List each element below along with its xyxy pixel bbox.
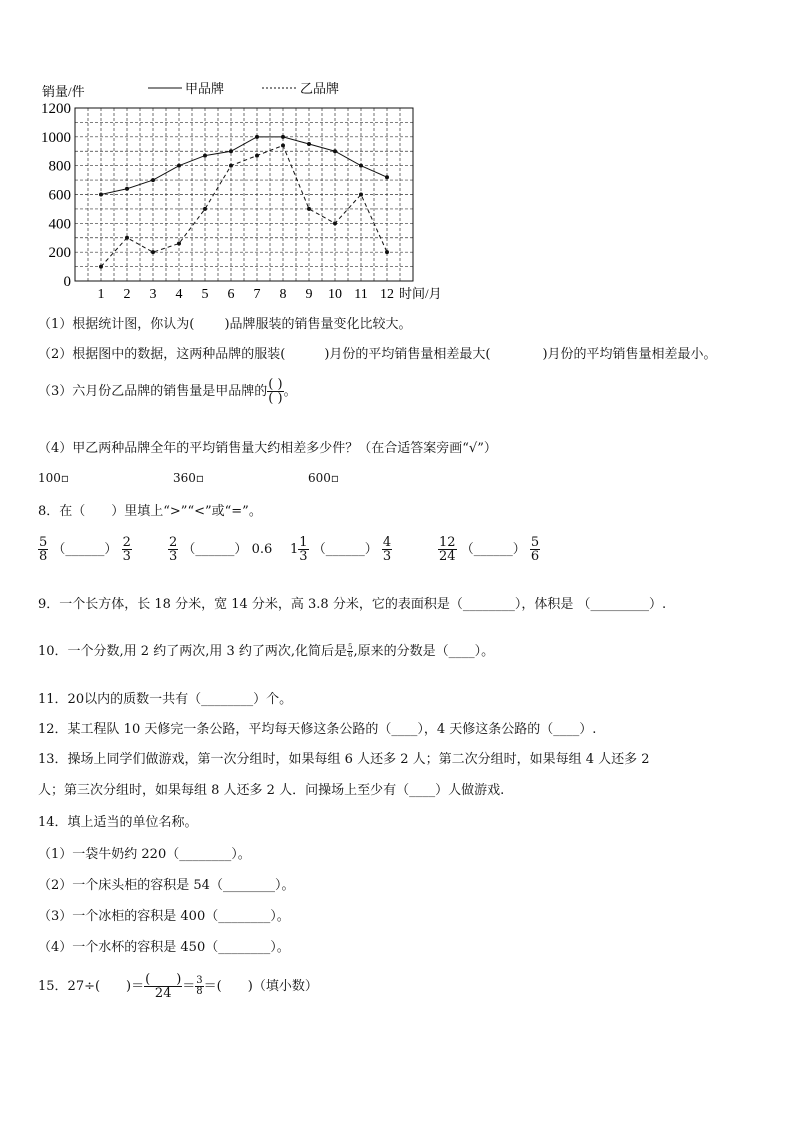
q8-item-3 [290,536,392,563]
q8-item-2 [168,536,272,563]
fraction-numerator: 3 [196,975,203,986]
q7-part3-fraction [267,378,283,405]
x-tick-label: 5 [201,287,209,300]
fraction-numerator: 5 [530,535,540,550]
q7-part3-suffix: 。 [283,384,297,399]
y-tick-label: 200 [48,245,71,262]
data-point-jia [333,149,337,153]
x-tick-label: 12 [380,287,394,300]
q10-prefix: 10．一个分数,用 2 约了两次,用 3 约了两次,化简后是 [38,644,348,659]
q12-text: 12．某工程队 10 天修完一条公路，平均每天修这条公路的（____），4 天修这条公路的（____）. [38,722,597,737]
data-point-jia [203,154,207,158]
x-tick-label: 6 [227,287,235,300]
x-tick-label: 7 [253,287,261,300]
data-point-yi [229,164,233,168]
q7-part4: （4）甲乙两种品牌全年的平均销售量大约相差多少件？（在合适答案旁画“√”） [38,441,497,456]
q8-item2-right-value: 0.6 [251,542,273,557]
y-tick-label: 1000 [41,129,71,146]
x-tick-label: 10 [328,287,342,300]
fraction-numerator: 2 [122,535,131,550]
y-tick-label: 0 [63,274,71,290]
q7-option-600[interactable]: 600▫ [308,471,340,485]
fraction-numerator: 2 [169,535,178,550]
q7-option-360[interactable]: 360▫ [173,471,205,485]
x-tick-label: 9 [305,287,313,300]
fraction-denominator: 6 [348,651,353,659]
data-point-jia [99,193,103,197]
q8-item4-right-fraction [530,536,540,563]
data-point-yi [359,193,363,197]
x-tick-label: 8 [279,287,287,300]
q13-line2: 人；第三次分组时，如果每组 8 人还多 2 人．问操场上至少有（____）人做游戏. [38,783,505,798]
q8-item4-blank[interactable]: （______） [460,542,526,557]
x-tick-label: 11 [354,287,368,300]
data-point-jia [385,175,389,179]
fraction-denominator: 24 [154,986,172,1001]
q8-item1-left-fraction [38,536,48,563]
q8-item-1 [38,536,132,563]
fraction-denominator: 3 [299,549,308,564]
legend-label-yi: 乙品牌 [300,81,340,96]
fraction-numerator: 5 [348,643,353,651]
fraction-denominator: 3 [169,549,178,564]
q9-text: 9．一个长方体，长 18 分米，宽 14 分米，高 3.8 分米，它的表面积是（________），体积是 （_________）. [38,597,667,612]
fraction-numerator: 5 [39,535,48,550]
legend-label-jia: 甲品牌 [185,81,225,96]
fraction-numerator: 4 [382,535,392,550]
q15-text [38,973,318,1000]
q8-item2-blank[interactable]: （______） [182,542,248,557]
data-point-yi [125,236,129,240]
fraction-numerator: 1 [299,535,308,550]
q8-item3-whole: 1 [290,542,299,557]
data-point-yi [203,207,207,211]
fraction-denominator: 3 [122,549,131,564]
fraction-numerator: ( ) [268,377,283,392]
data-point-yi [281,143,285,147]
data-point-yi [333,221,337,225]
q8-stem: 8．在（ ）里填上“>”“<”或“=”。 [38,504,262,519]
q14-stem: 14．填上适当的单位名称。 [38,815,198,830]
q15-fraction-2 [195,976,203,997]
q14-item-4: （4）一个水杯的容积是 450（________）。 [38,940,290,955]
data-point-jia [151,178,155,182]
data-point-yi [385,250,389,254]
data-point-jia [125,187,129,191]
data-point-yi [99,265,103,269]
data-point-jia [359,164,363,168]
y-tick-label: 600 [48,187,71,204]
q8-item1-blank[interactable]: （______） [52,542,118,557]
x-tick-label: 1 [97,287,105,300]
q15-prefix: 15．27÷( )＝ [38,979,145,994]
fraction-denominator: 3 [382,549,392,564]
data-point-jia [307,142,311,146]
q8-item3-blank[interactable]: （______） [312,542,378,557]
q15-fraction-1 [144,973,182,1000]
q15-equals: ＝ [182,979,196,994]
q8-item-4 [438,536,540,563]
q10-text [38,640,494,659]
y-axis-label: 销量/件 [42,84,85,99]
data-point-jia [177,164,181,168]
fraction-denominator: 8 [196,986,203,997]
data-point-yi [255,154,259,158]
x-tick-label: 4 [175,287,183,300]
q7-part1: （1）根据统计图，你认为( )品牌服装的销售量变化比较大。 [38,317,412,332]
data-point-jia [255,135,259,139]
data-point-yi [151,250,155,254]
q14-item-2: （2）一个床头柜的容积是 54（________）。 [38,878,295,893]
q15-suffix: ＝( )（填小数） [203,979,318,994]
data-point-yi [177,242,181,246]
line-chart [30,78,470,300]
q8-item2-left-fraction [168,536,178,563]
q7-part3-prefix: （3）六月份乙品牌的销售量是甲品牌的 [38,384,268,399]
data-point-jia [229,149,233,153]
x-tick-label: 2 [123,287,131,300]
fraction-denominator: 8 [39,549,48,564]
q8-item3-right-fraction [382,536,392,563]
q7-part2: （2）根据图中的数据，这两种品牌的服装( )月份的平均销售量相差最大( )月份的平均销售量相差最小。 [38,347,717,362]
data-point-yi [307,207,311,211]
fraction-denominator: 6 [530,549,540,564]
q8-item1-right-fraction [122,536,132,563]
fraction-denominator: ( ) [268,391,283,406]
y-tick-label: 800 [48,158,71,175]
q10-suffix: ,原来的分数是（____）。 [353,644,495,659]
x-tick-label: 3 [149,287,157,300]
q11-text: 11．20以内的质数一共有（________）个。 [38,692,293,707]
q8-item4-left-fraction [438,536,457,563]
q14-item-1: （1）一袋牛奶约 220（________）。 [38,847,251,862]
q8-item3-left-fraction [298,536,308,563]
data-point-jia [281,135,285,139]
q7-part3 [38,378,297,405]
q13-line1: 13．操场上同学们做游戏，第一次分组时，如果每组 6 人还多 2 人；第二次分组时，如果每组 4 人还多 2 [38,752,650,767]
q14-item-3: （3）一个冰柜的容积是 400（________）。 [38,909,290,924]
fraction-denominator: 24 [439,549,456,564]
fraction-numerator: 12 [439,535,456,550]
y-tick-label: 1200 [41,101,71,117]
y-tick-label: 400 [48,216,71,233]
q7-option-100[interactable]: 100▫ [38,471,70,485]
fraction-numerator: ( ) [145,972,182,987]
x-axis-label: 时间/月 [399,286,442,300]
